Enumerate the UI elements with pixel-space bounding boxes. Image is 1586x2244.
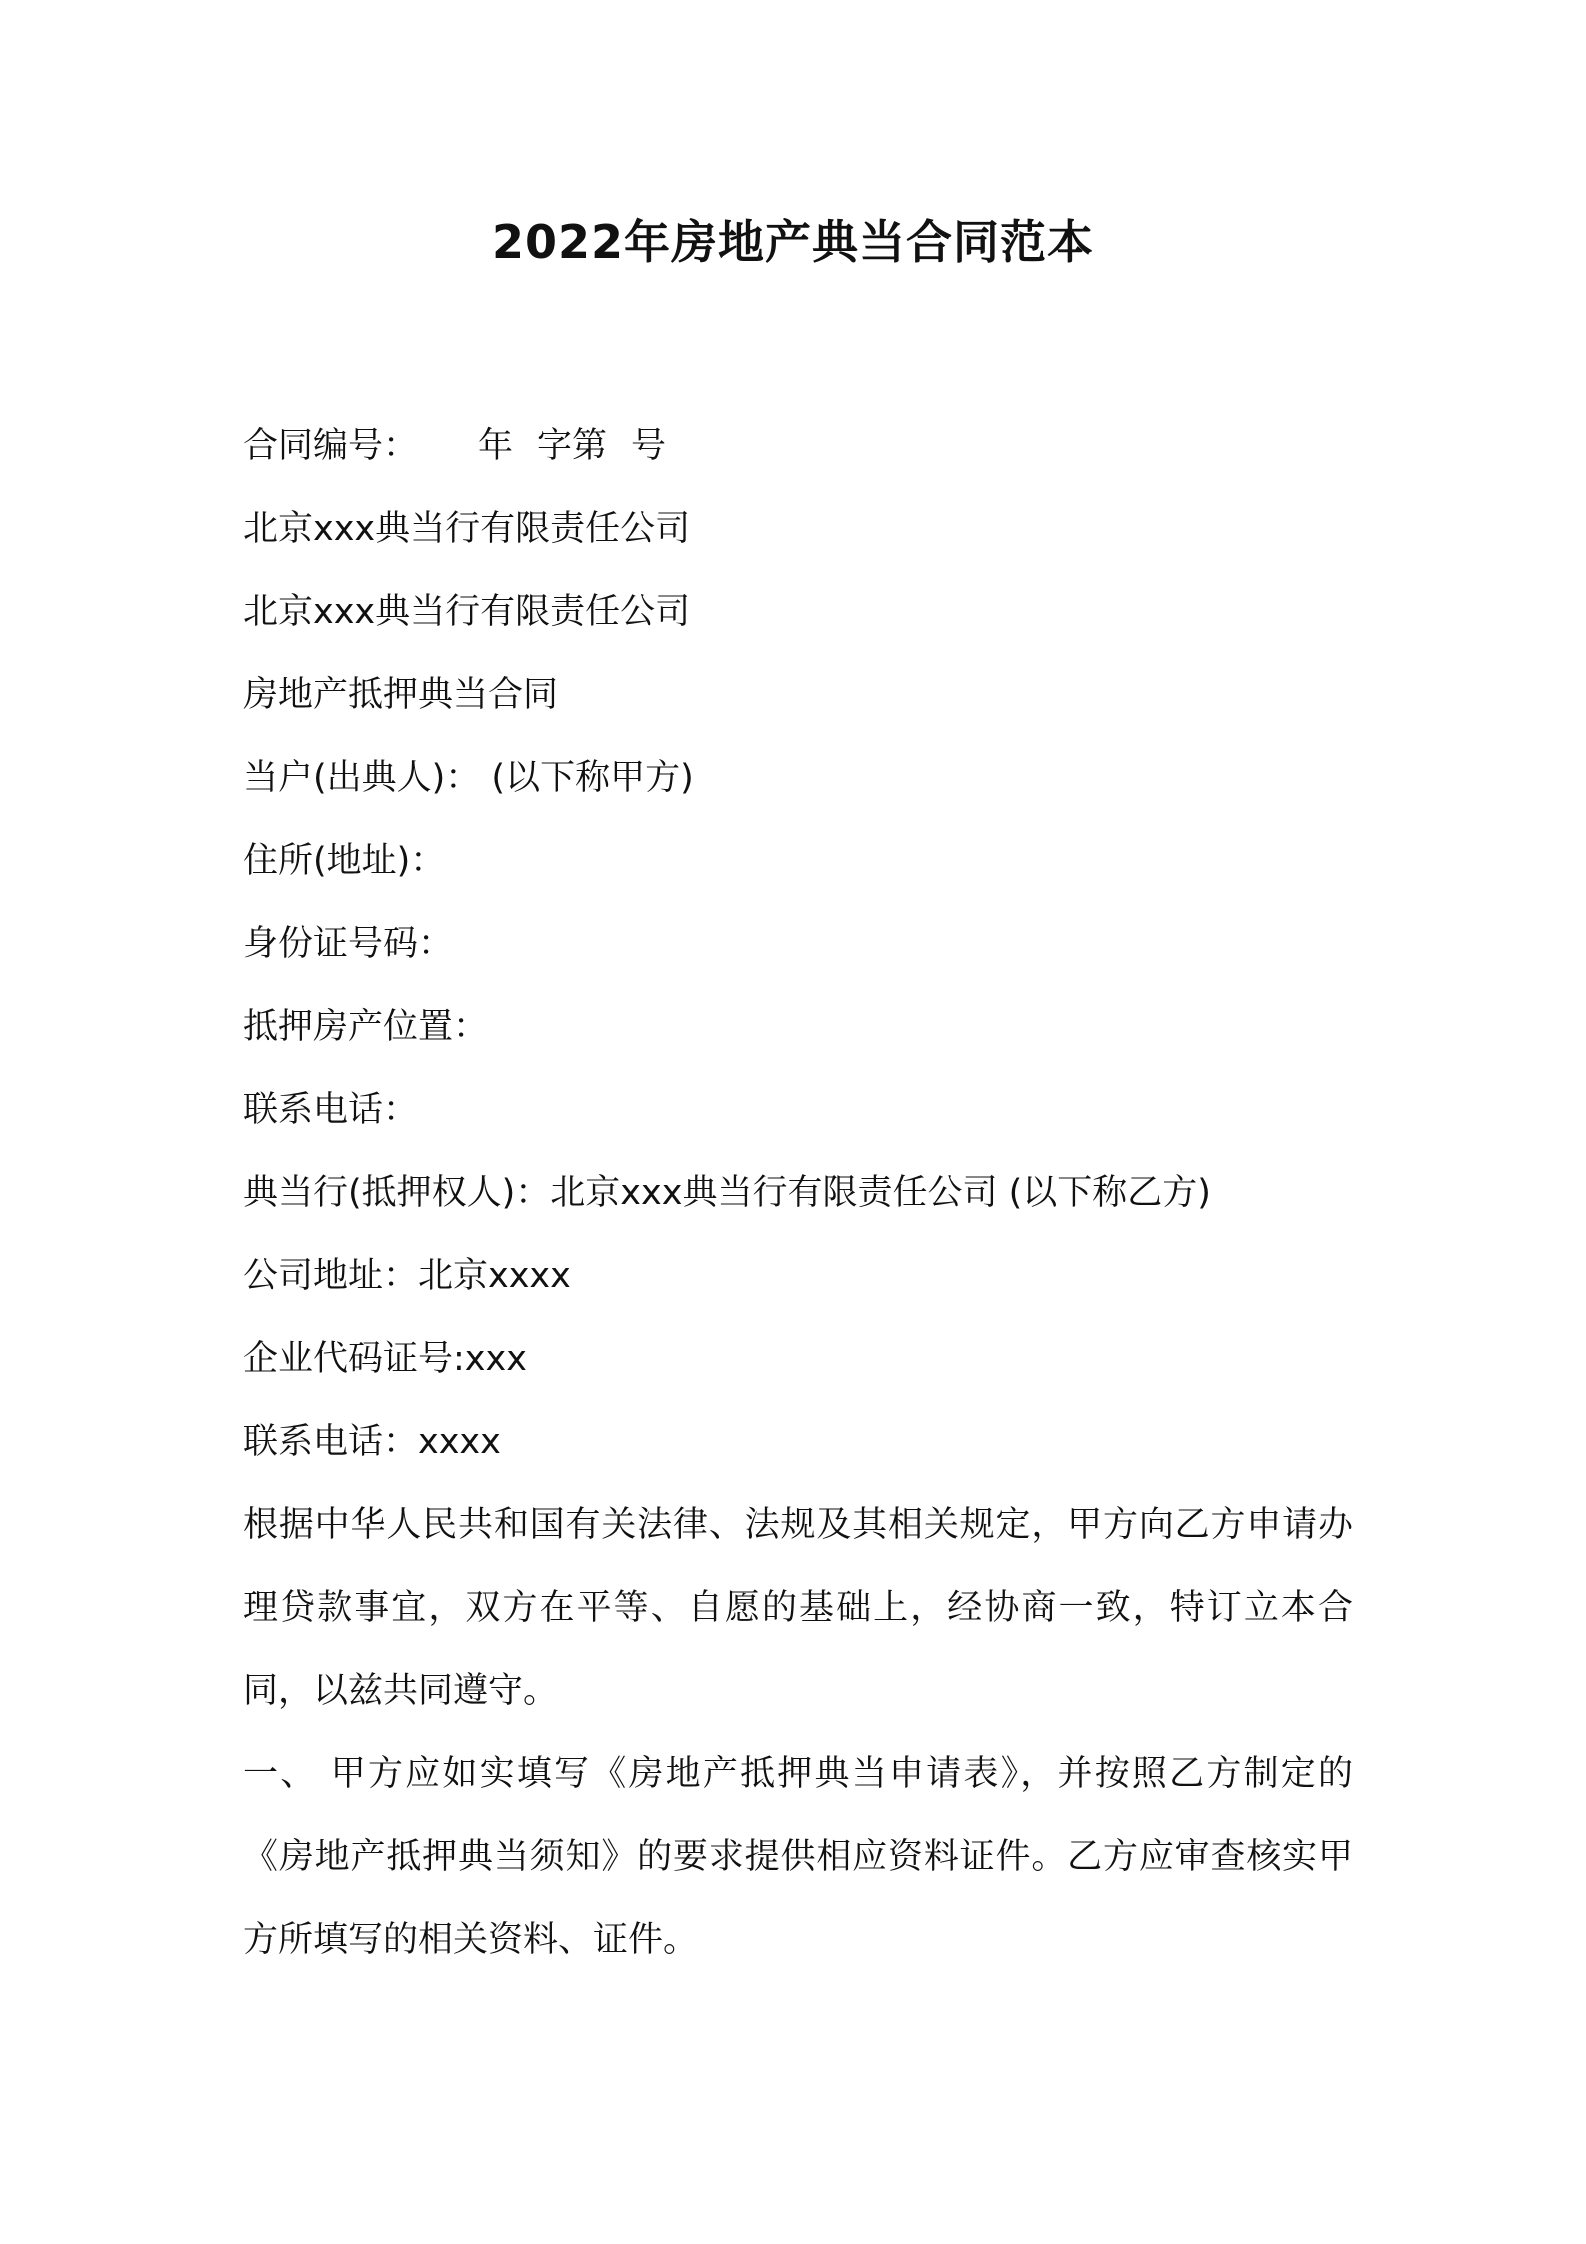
id-number-line: 身份证号码：: [243, 924, 454, 964]
enterprise-code-line: 企业代码证号:xxx: [243, 1339, 527, 1379]
contract-type-line: 房地产抵押典当合同: [243, 675, 559, 715]
address-line: 住所(地址)：: [243, 841, 446, 881]
contract-number-year: 年: [478, 426, 514, 466]
document-title: 2022年房地产典当合同范本: [491, 215, 1095, 269]
contract-number-char: 字第: [537, 426, 608, 466]
document-body: [243, 405, 1353, 1982]
preamble-paragraph: 根据中华人民共和国有关法律、法规及其相关规定，甲方向乙方申请办理贷款事宜，双方在平等、自愿的基础上，经协商一致，特订立本合同，以兹共同遵守。: [243, 1505, 1353, 1711]
company-phone-line: 联系电话：xxxx: [243, 1422, 501, 1462]
company-name-line: 北京xxx典当行有限责任公司: [243, 509, 691, 549]
contract-number-label: 合同编号：: [243, 426, 419, 466]
contract-number-line: [243, 405, 1353, 488]
company-address-line: 公司地址：北京xxxx: [243, 1256, 571, 1296]
phone-line: 联系电话：: [243, 1090, 419, 1130]
company-name-line: 北京xxx典当行有限责任公司: [243, 592, 691, 632]
contract-number-number: 号: [631, 426, 667, 466]
property-location-line: 抵押房产位置：: [243, 1007, 489, 1047]
clause-1-paragraph: 一、 甲方应如实填写《房地产抵押典当申请表》，并按照乙方制定的《房地产抵押典当须知》的要求提供相应资料证件。乙方应审查核实甲方所填写的相关资料、证件。: [243, 1754, 1353, 1960]
party-b-line: 典当行(抵押权人)：北京xxx典当行有限责任公司 (以下称乙方): [243, 1173, 1211, 1213]
party-a-line: 当户(出典人)： (以下称甲方): [243, 758, 694, 798]
